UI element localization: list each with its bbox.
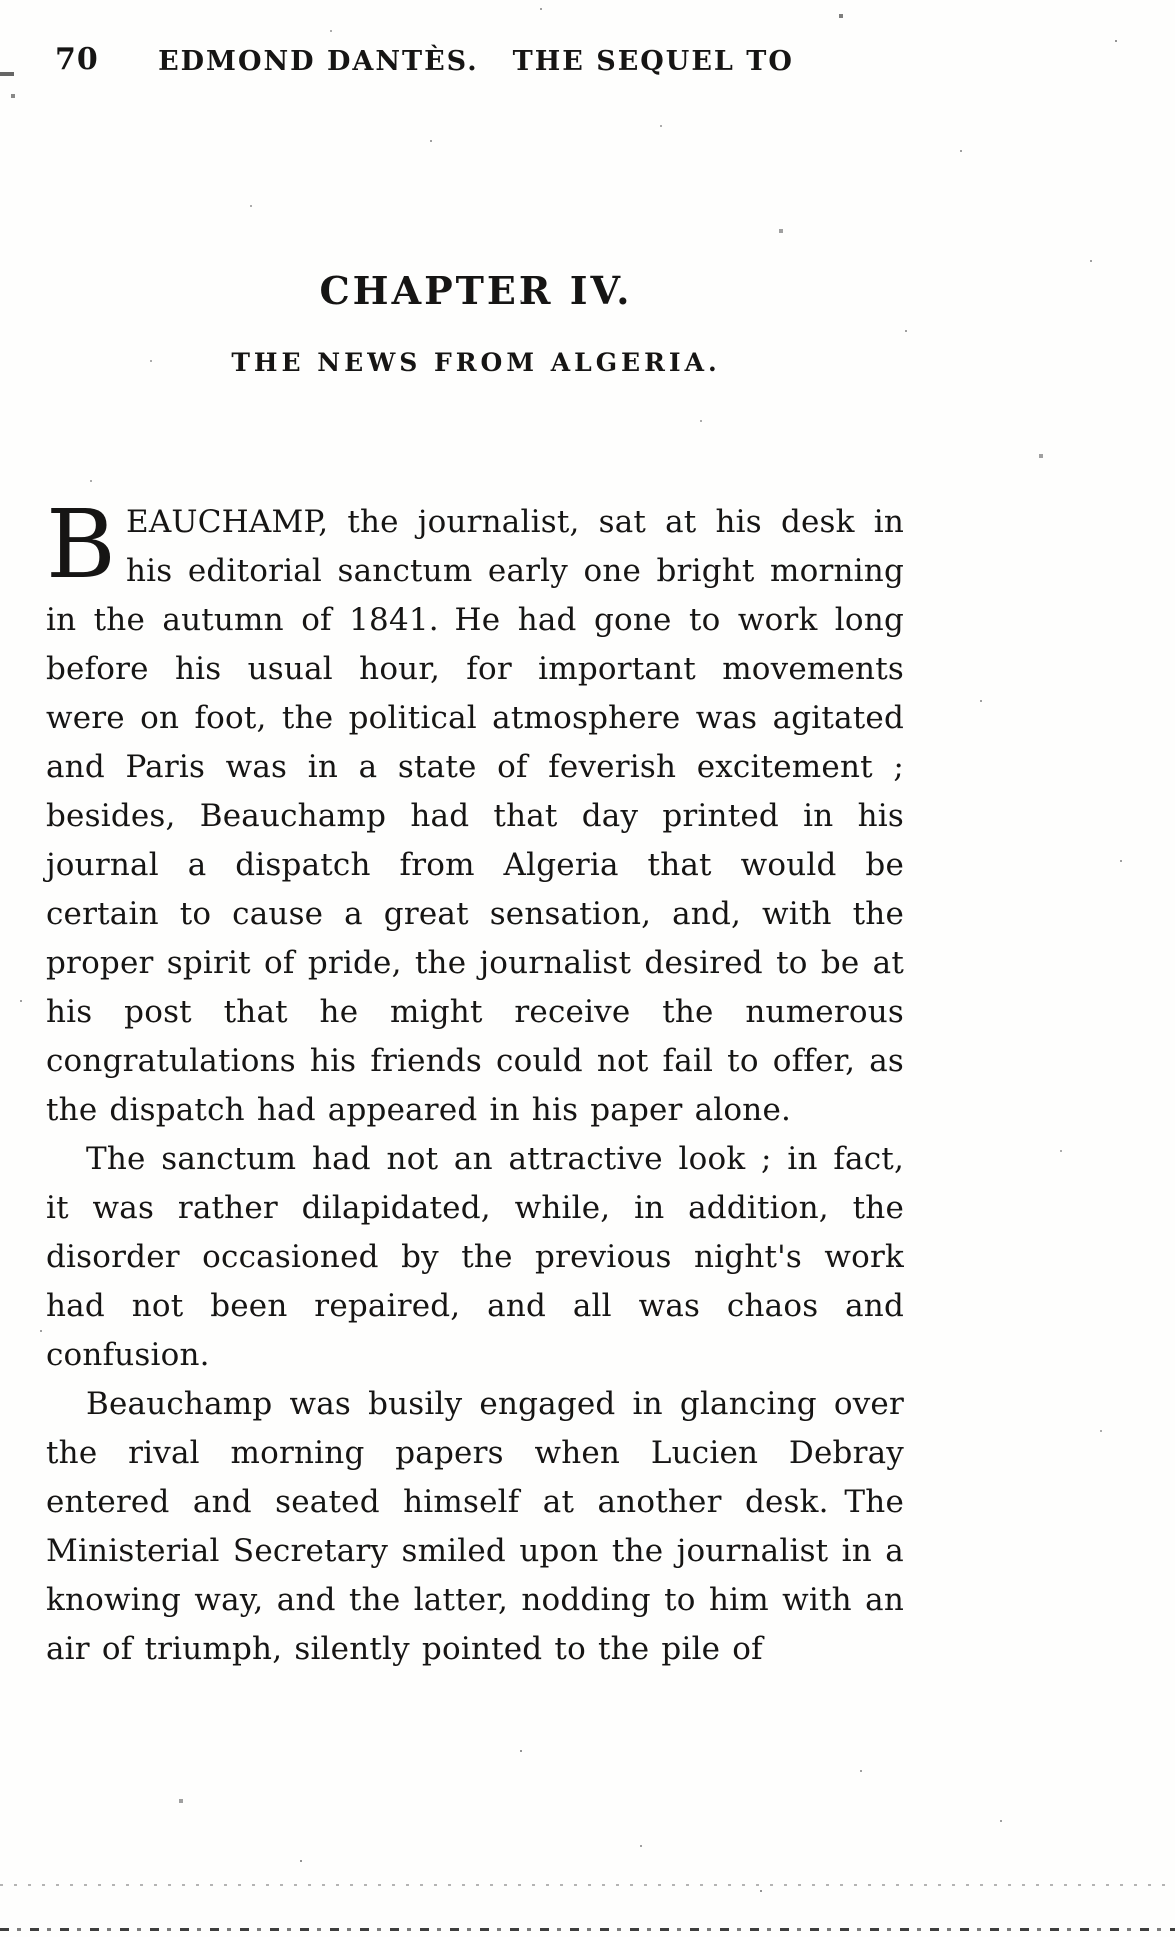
scan-noise-line <box>0 1928 1175 1931</box>
drop-cap: B <box>46 490 117 600</box>
body-text <box>46 490 904 1674</box>
running-header-book-title: EDMOND DANTÈS. <box>158 46 479 77</box>
paragraph-text: EAUCHAMP, the journalist, sat at his desk in his editorial sanctum early one bright morning in the autumn of 1841. He had gone to work long before his usual hour, for important movements were on foot, the political atmosphere was agitated and Paris was in a state of feverish excitement ; besides, Beauchamp had that day printed in his journal a dispatch from Algeria that would be certain to cause a great sensation, and, with the proper spirit of pride, the journalist desired to be at his post that he might receive the numerous congratulations his friends could not fail to offer, as the dispatch had appeared in his paper alone. <box>46 504 904 1128</box>
paragraph <box>46 490 904 1135</box>
scan-noise-speckles <box>0 0 2 2</box>
chapter-subtitle: THE NEWS FROM ALGERIA. <box>231 348 721 377</box>
chapter-heading: CHAPTER IV. <box>319 268 633 313</box>
page-number: 70 <box>55 42 99 77</box>
running-header-sequel-text: THE SEQUEL TO <box>512 46 794 77</box>
scan-edge-mark <box>0 72 14 76</box>
scan-noise-line <box>0 1884 1175 1886</box>
paragraph: The sanctum had not an attractive look ; in fact, it was rather dilapidated, while, in addition, the disorder occasioned by the previous night's work had not been repaired, and all was chaos and confusion. <box>46 1141 904 1373</box>
running-header <box>46 46 906 77</box>
paragraph: Beauchamp was busily engaged in glancing over the rival morning papers when Lucien Debray entered and seated himself at another desk. The Ministerial Secretary smiled upon the journalist in a knowing way, and the latter, nodding to him with an air of triumph, silently pointed to the pile of <box>46 1386 904 1667</box>
